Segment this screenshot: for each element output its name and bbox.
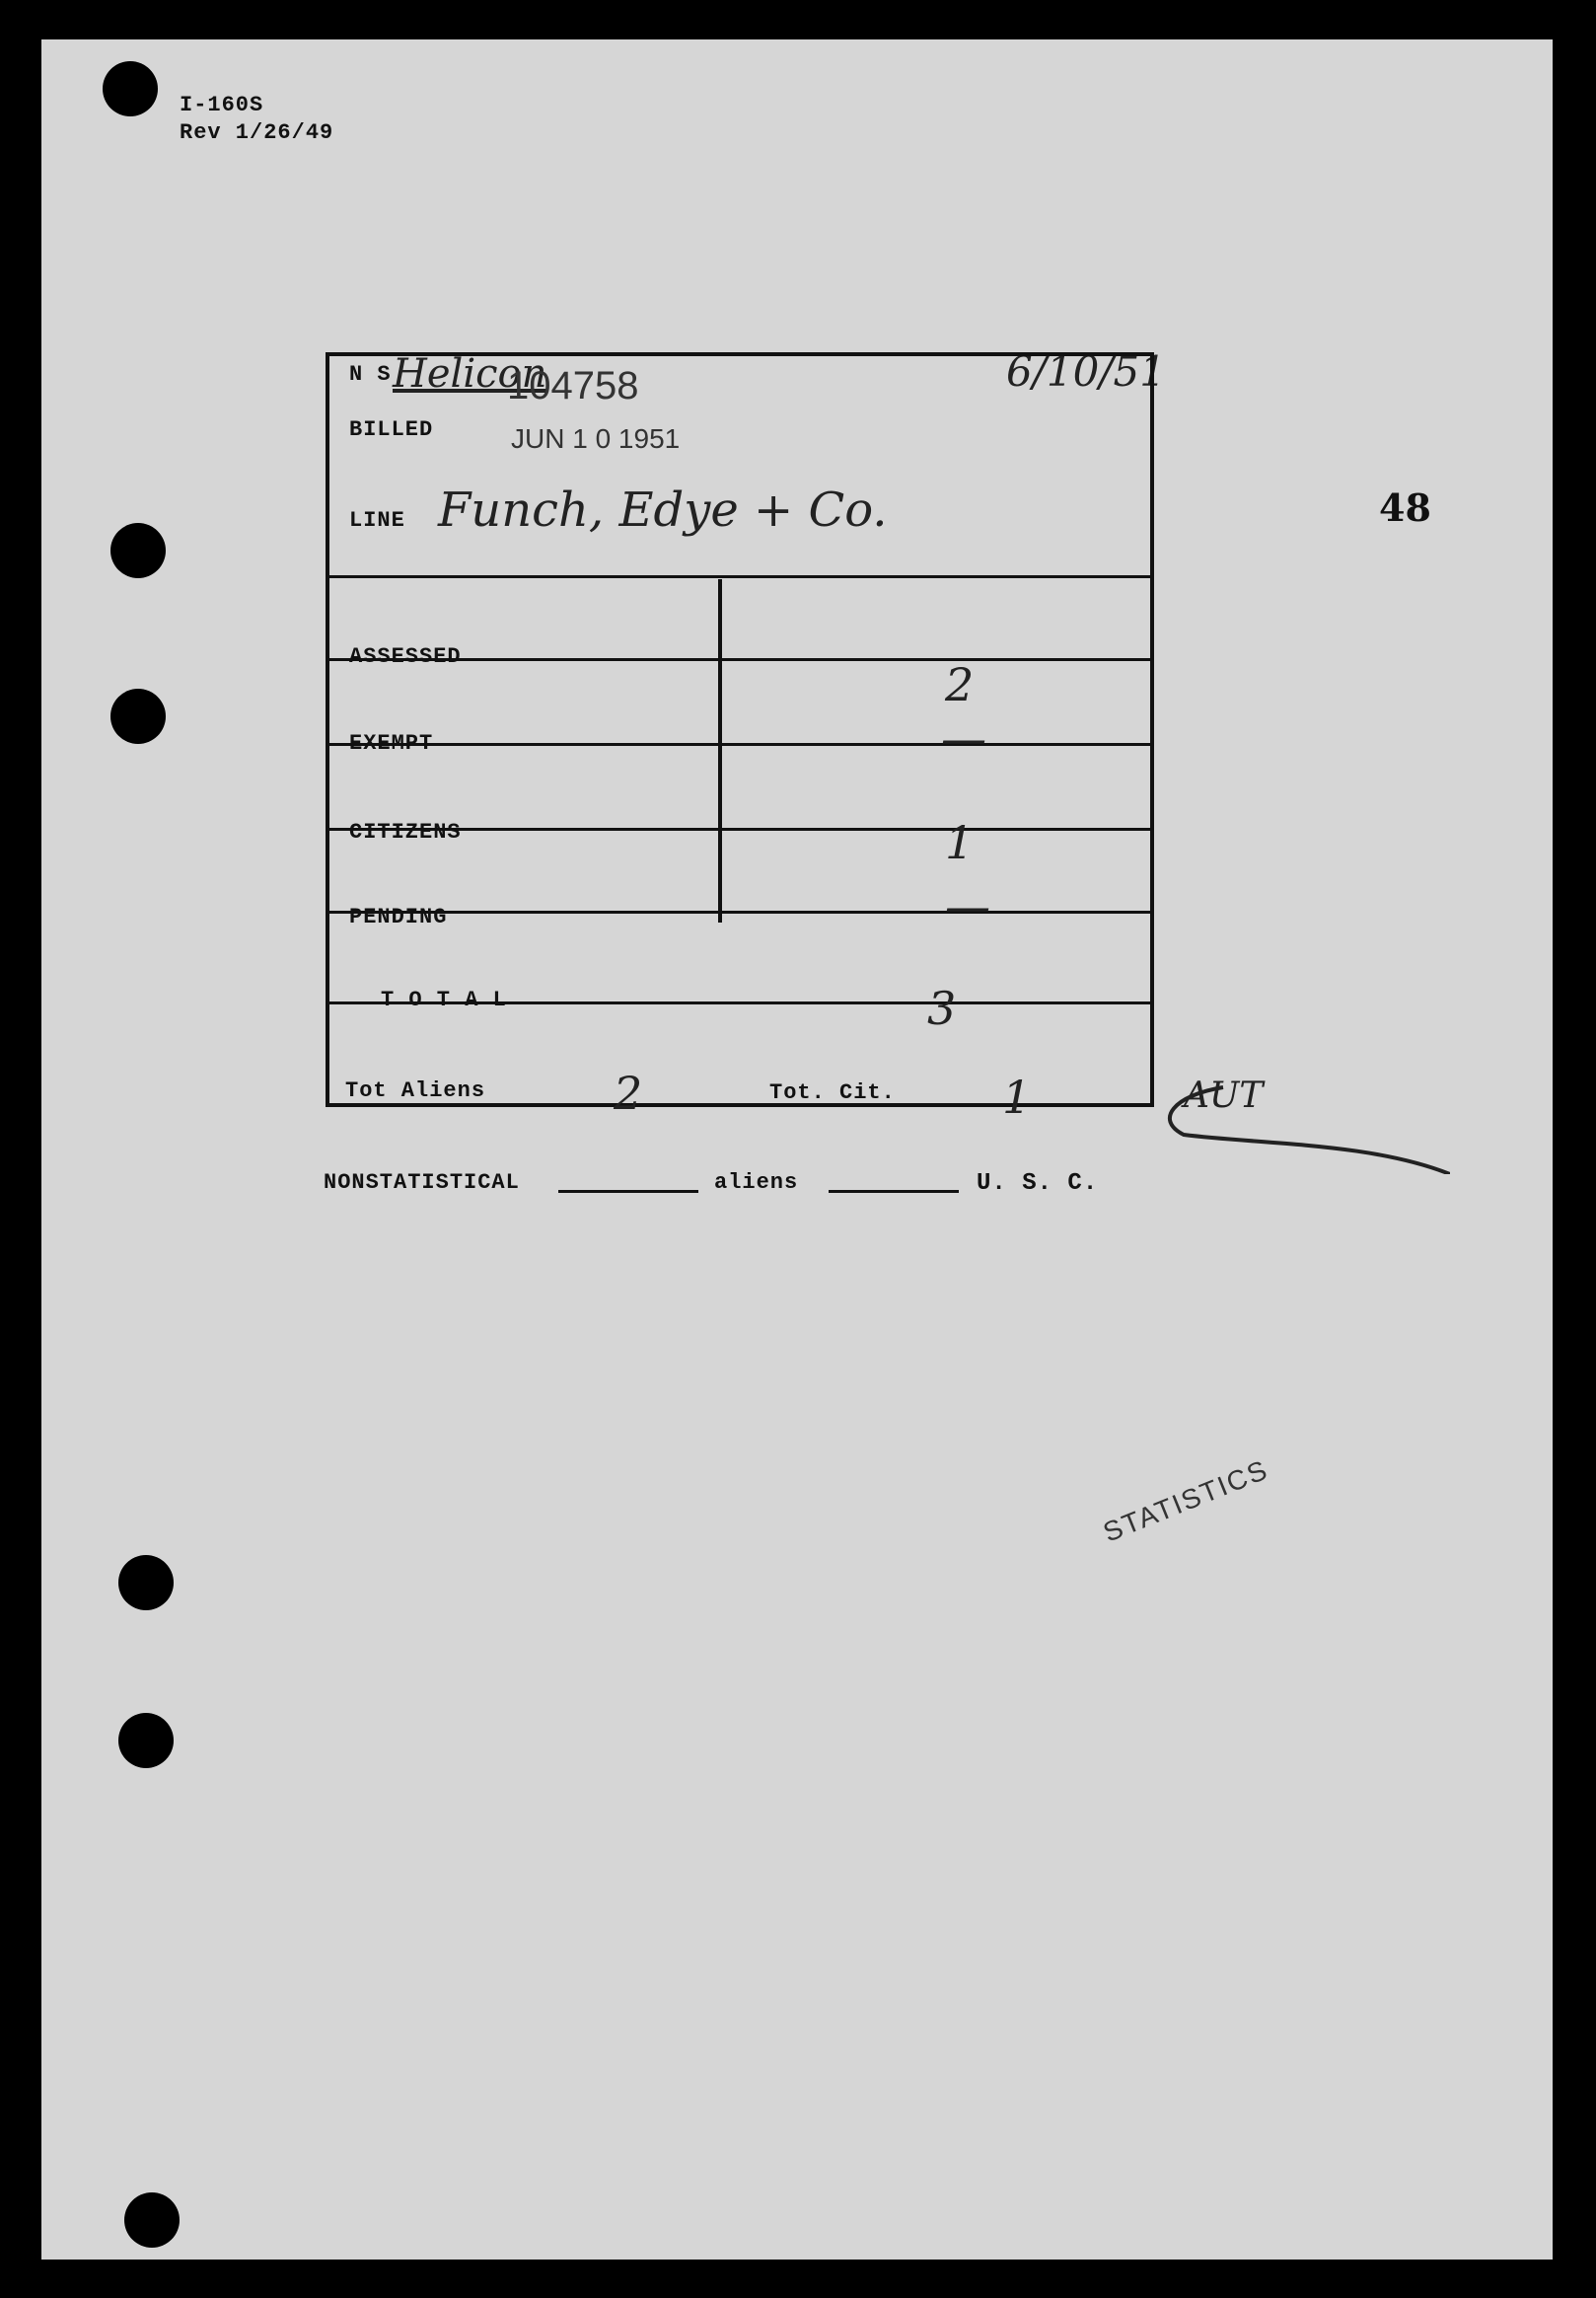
nonstatistical-label: NONSTATISTICAL [324,1170,520,1195]
page-number: 48 [1379,485,1431,530]
total-label: T O T A L [381,988,507,1012]
form-code: I-160S [180,93,264,117]
punch-hole [118,1555,174,1610]
line-label: LINE [349,508,405,533]
vessel-name: Helicon [393,351,547,397]
billed-label: BILLED [349,417,434,442]
punch-hole [103,61,158,116]
line-company: Funch, Edye + Co. [438,482,888,538]
column-divider [718,579,722,923]
aliens-label: aliens [714,1170,799,1195]
tot-aliens-value: 2 [614,1067,643,1120]
pending-value: — [945,879,990,932]
tot-cit-label: Tot. Cit. [769,1080,896,1105]
divider [329,575,1150,578]
pending-label: PENDING [349,905,448,929]
manifest-form [326,352,1154,1124]
initials-swoosh [1154,1066,1450,1174]
exempt-value: — [941,711,986,765]
total-value: 3 [927,982,957,1035]
handwritten-date: 6/10/51 [1006,347,1166,396]
exempt-label: EXEMPT [349,731,434,756]
assessed-value: 2 [945,658,975,711]
ns-label: N S [349,362,392,387]
stamp-number: 104758 [507,364,639,408]
assessed-label: ASSESSED [349,644,462,669]
divider [329,743,1150,746]
citizens-value: 1 [945,816,975,869]
usc-blank [829,1190,959,1193]
punch-hole [118,1713,174,1768]
form-revision: Rev 1/26/49 [180,120,334,145]
punch-hole [124,2192,180,2248]
citizens-label: CITIZENS [349,820,462,845]
tot-cit-value: 1 [1002,1071,1032,1124]
usc-label: U. S. C. [977,1170,1099,1197]
aliens-blank [558,1190,698,1193]
initials: AUT [1184,1075,1264,1116]
divider [329,911,1150,914]
stamp-date: JUN 1 0 1951 [511,423,681,454]
punch-hole [110,523,166,578]
tot-aliens-label: Tot Aliens [345,1078,486,1103]
statistics-stamp: STATISTICS [1099,1453,1273,1548]
punch-hole [110,689,166,744]
